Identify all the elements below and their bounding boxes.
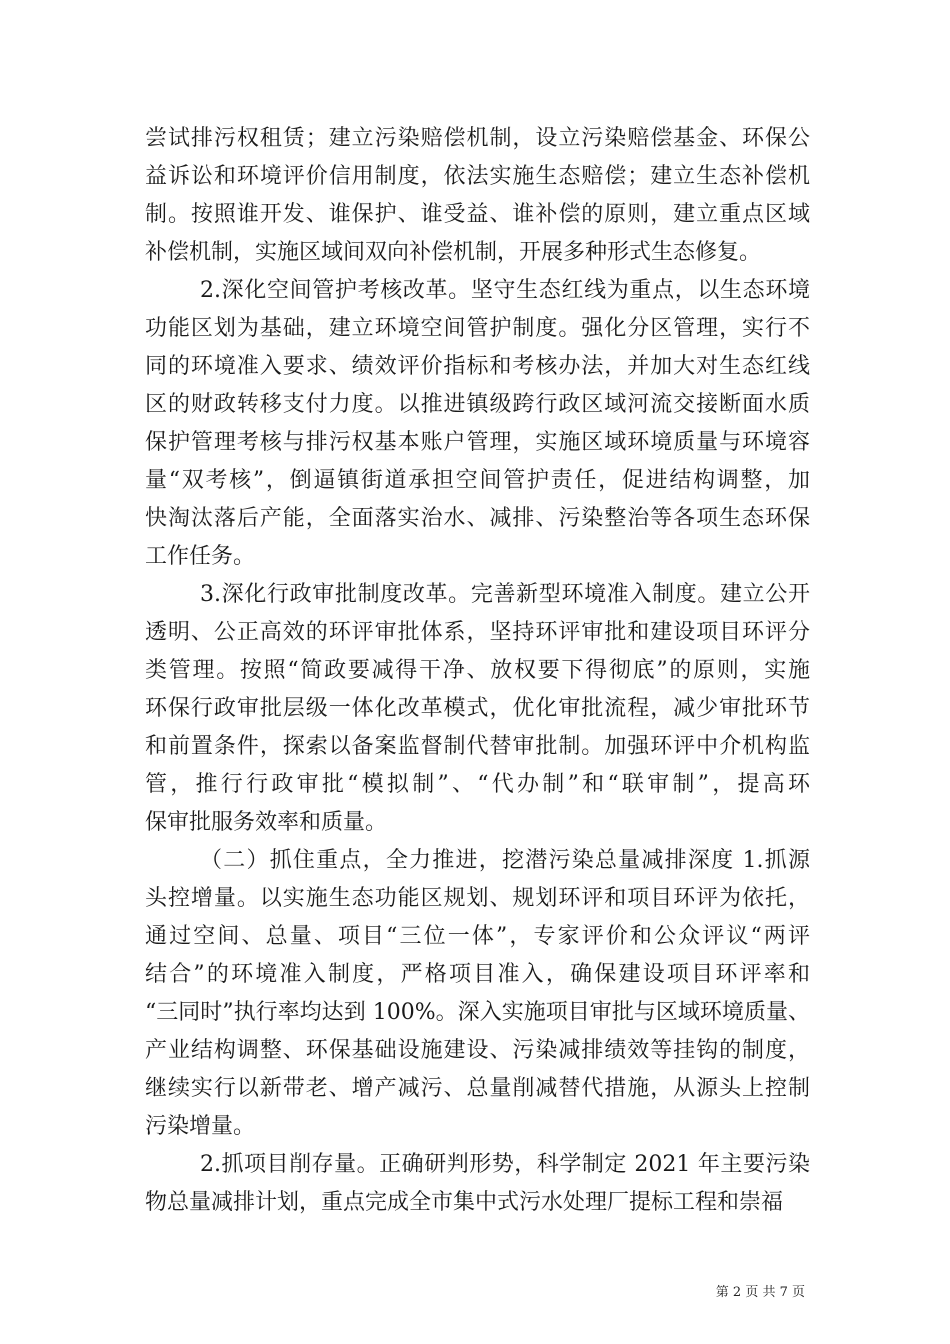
text-line: 益诉讼和环境评价信用制度，依法实施生态赔偿；建立生态补偿机 [145, 164, 810, 189]
paragraph [145, 120, 810, 272]
text-line: 工作任务。 [145, 544, 256, 569]
document-body [145, 120, 810, 1222]
text-line: 环保行政审批层级一体化改革模式，优化审批流程，减少审批环节 [145, 696, 810, 721]
paragraph [145, 842, 810, 1146]
text-line: 通过空间、总量、项目“三位一体”，专家评价和公众评议“两评 [145, 924, 810, 949]
text-line: 透明、公正高效的环评审批体系，坚持环评审批和建设项目环评分 [145, 620, 810, 645]
text-line: “三同时”执行率均达到 100%。深入实施项目审批与区域环境质量、 [145, 1000, 810, 1025]
text-line: （二）抓住重点，全力推进，挖潜污染总量减排深度 1.抓源 [200, 848, 810, 873]
text-line: 管，推行行政审批“模拟制”、“代办制”和“联审制”，提高环 [145, 772, 810, 797]
text-line: 快淘汰落后产能，全面落实治水、减排、污染整治等各项生态环保 [145, 506, 810, 531]
text-line: 尝试排污权租赁；建立污染赔偿机制，设立污染赔偿基金、环保公 [145, 126, 810, 151]
text-line: 同的环境准入要求、绩效评价指标和考核办法，并加大对生态红线 [145, 354, 810, 379]
paragraph [145, 272, 810, 576]
page-number: 第 2 页 共 7 页 [715, 1285, 805, 1300]
text-line: 制。按照谁开发、谁保护、谁受益、谁补偿的原则，建立重点区域 [145, 202, 810, 227]
text-line: 类管理。按照“简政要减得干净、放权要下得彻底”的原则，实施 [145, 658, 810, 683]
paragraph [145, 1146, 810, 1222]
paragraph [145, 576, 810, 842]
text-line: 3.深化行政审批制度改革。完善新型环境准入制度。建立公开 [200, 582, 810, 607]
text-line: 量“双考核”，倒逼镇街道承担空间管护责任，促进结构调整，加 [145, 468, 810, 493]
text-line: 区的财政转移支付力度。以推进镇级跨行政区域河流交接断面水质 [145, 392, 810, 417]
text-line: 结合”的环境准入制度，严格项目准入，确保建设项目环评率和 [145, 962, 810, 987]
text-line: 保护管理考核与排污权基本账户管理，实施区域环境质量与环境容 [145, 430, 810, 455]
text-line: 物总量减排计划，重点完成全市集中式污水处理厂提标工程和崇福 [145, 1190, 784, 1215]
text-line: 产业结构调整、环保基础设施建设、污染减排绩效等挂钩的制度， [145, 1038, 810, 1063]
text-line: 2.深化空间管护考核改革。坚守生态红线为重点，以生态环境 [200, 278, 810, 303]
text-line: 功能区划为基础，建立环境空间管护制度。强化分区管理，实行不 [145, 316, 810, 341]
text-line: 和前置条件，探索以备案监督制代替审批制。加强环评中介机构监 [145, 734, 810, 759]
text-line: 补偿机制，实施区域间双向补偿机制，开展多种形式生态修复。 [145, 240, 762, 265]
text-line: 头控增量。以实施生态功能区规划、规划环评和项目环评为依托， [145, 886, 810, 911]
text-line: 继续实行以新带老、增产减污、总量削减替代措施，从源头上控制 [145, 1076, 810, 1101]
text-line: 保审批服务效率和质量。 [145, 810, 388, 835]
text-line: 2.抓项目削存量。正确研判形势，科学制定 2021 年主要污染 [200, 1152, 810, 1177]
text-line: 污染增量。 [145, 1114, 256, 1139]
